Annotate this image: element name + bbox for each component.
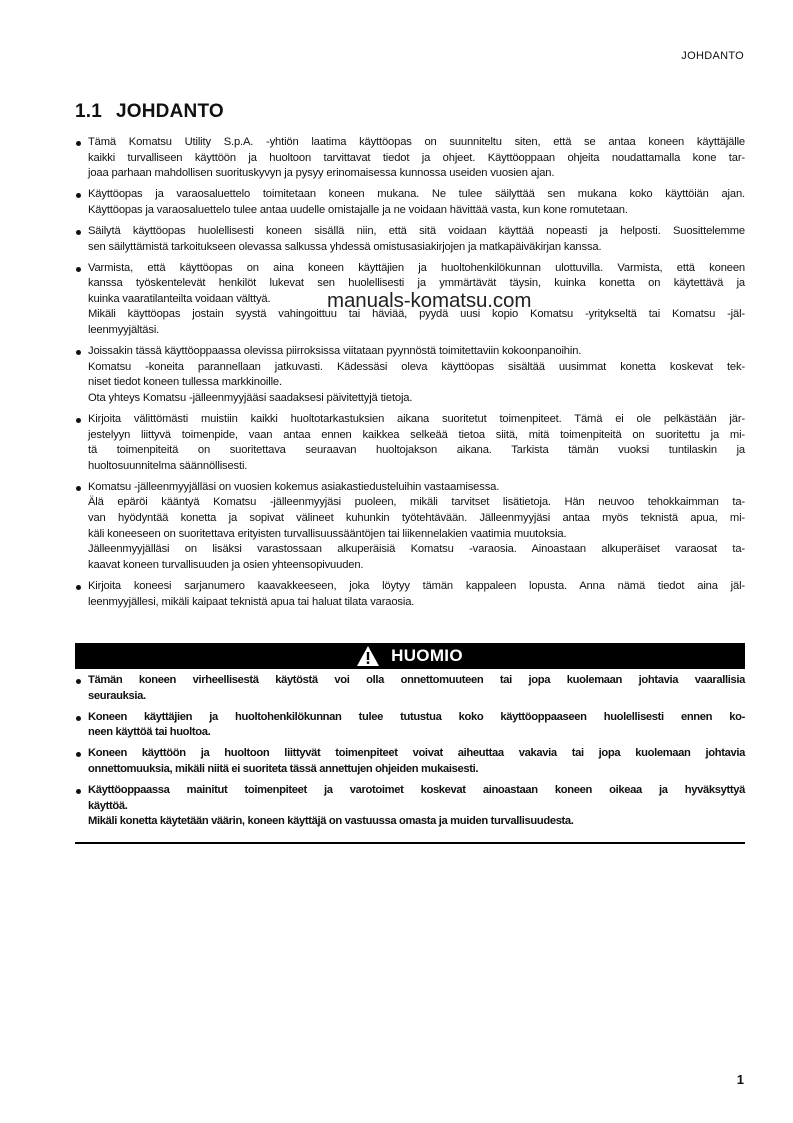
list-item [75, 783, 745, 830]
text-line: Ota yhteys Komatsu -jälleenmyyjääsi saadaksesi päivitettyjä tietoja. [88, 391, 413, 404]
intro-bullet-list [75, 135, 745, 616]
bullet-icon [76, 716, 81, 721]
text-line: Varmista, että käyttöopas on aina koneen käyttäjien ja huoltohenkilökunnan ulottuvilla. Varmista, että koneen [88, 261, 745, 274]
running-header: JOHDANTO [681, 50, 744, 62]
text-line: leenmyyjällesi, mikäli kaipaat teknistä apua tai haluat tilata varaosia. [88, 595, 415, 608]
section-title-text: JOHDANTO [116, 101, 224, 122]
bullet-icon [76, 267, 81, 272]
text-line: Käyttöoppaassa mainitut toimenpiteet ja varotoimet koskevat ainoastaan koneen oikeaa ja hyväksyttyä [88, 784, 745, 797]
text-line: jestelyyn liittyvä toimenpide, vaan antaa ennen kaikkea selkeää tietoa siitä, mitä toimenpiteitä on suoritettu ja mi- [88, 428, 745, 441]
bullet-icon [76, 486, 81, 491]
text-line: Mikäli konetta käytetään väärin, koneen käyttäjä on vastuussa omasta ja muiden turvallisuudesta. [88, 815, 574, 828]
section-number: 1.1 [75, 101, 103, 122]
text-line: Koneen käyttäjien ja huoltohenkilökunnan tulee tutustua koko käyttöoppaaseen huolellisesti ennen ko- [88, 710, 745, 723]
warning-triangle-icon [357, 646, 379, 666]
bullet-icon [76, 193, 81, 198]
text-line: kaavat koneen turvallisuuden ja osien yhteensopivuuden. [88, 558, 364, 571]
warning-bottom-rule [75, 842, 745, 844]
text-line: käyttöä. [88, 799, 128, 812]
text-line: Tämän koneen virheellisestä käytöstä voi olla onnettomuuteen tai jopa kuolemaan johtavia vaarallisia [88, 674, 745, 686]
text-line: Kirjoita koneesi sarjanumero kaavakkeeseen, joka löytyy tämän kappaleen lopusta. Anna nämä tiedot aina jäl- [88, 579, 745, 592]
bullet-icon [76, 789, 81, 794]
text-line: neen käyttöä tai huoltoa. [88, 726, 211, 739]
list-item [75, 412, 745, 474]
text-line: kuinka vaaratilanteilta voidaan välttyä. [88, 292, 271, 305]
list-item [75, 187, 745, 218]
list-item [75, 224, 745, 255]
text-line: huoltosuunnitelma säännöllisesti. [88, 459, 248, 472]
text-line: Komatsu -jälleenmyyjälläsi on vuosien kokemus asiakastiedusteluihin vastaamisessa. [88, 480, 500, 493]
text-line: Mikäli käyttöopas jostain syystä vahingoittuu tai häviää, pyydä uusi kopio Komatsu -yritykseltä tai Komatsu -jäl- [88, 308, 745, 321]
text-line: seurauksia. [88, 689, 146, 702]
text-line: niset tiedot koneen tullessa markkinoille. [88, 376, 282, 389]
text-line: Komatsu -koneita parannellaan jatkuvasti. Kädessäsi oleva käyttöopas sisältää uusimmat konetta koskevat tek- [88, 360, 745, 373]
text-line: kanssa työskentelevät henkilöt lukevat sen huolellisesti ja ymmärtävät täysin, kuinka konetta on käytettävä ja [88, 277, 745, 290]
bullet-icon [76, 679, 81, 684]
list-item [75, 135, 745, 182]
bullet-icon [76, 752, 81, 757]
text-line: Koneen käyttöön ja huoltoon liittyvät toimenpiteet voivat aiheuttaa vakavia tai jopa kuolemaan johtavia [88, 747, 745, 760]
bullet-icon [76, 350, 81, 355]
text-line: sen säilyttämistä tarkoitukseen olevassa salkussa yhdessä omistusasiakirjojen ja matkapäiväkirjan kanssa. [88, 240, 602, 253]
list-item [75, 344, 745, 406]
text-line: kaikki turvalliseen käyttöön ja huoltoon tarvittavat tiedot ja ohjeet. Käyttöoppaan ohjeita noudattamalla kone tar- [88, 151, 745, 164]
text-line: van hyödyntää konetta ja sopivat välineet kuhunkin työtehtävään. Jälleenmyyjäsi antaa myös teknistä apua, mi- [88, 512, 745, 525]
text-line: joaa parhaan mahdollisen suorituskyvyn ja pysyy erinomaisessa kunnossa useiden vuosien ajan. [88, 167, 555, 180]
page-number: 1 [736, 1072, 744, 1087]
bullet-icon [76, 585, 81, 590]
list-item [75, 579, 745, 610]
text-line: Jälleenmyyjälläsi on lisäksi varastossaan alkuperäisiä Komatsu -varaosia. Ainoastaan alkuperäiset varaosat ta- [88, 543, 745, 556]
text-line: käli koneeseen on suoritettava erityisten turvallisuussääntöjen tai liikennelakien vaatimia muutoksia. [88, 527, 567, 540]
text-line: leenmyyjältäsi. [88, 324, 160, 337]
watermark: manuals-komatsu.com [327, 289, 532, 312]
list-item [75, 673, 745, 704]
text-line: onnettomuuksia, mikäli niitä ei suoriteta tässä annettujen ohjeiden mukaisesti. [88, 762, 479, 775]
warning-banner [75, 643, 745, 669]
section-title [75, 101, 224, 123]
list-item [75, 746, 745, 777]
text-line: Säilytä käyttöopas huolellisesti koneen sisällä niin, että sitä voidaan käyttää nopeasti ja helposti. Suosittelemme [88, 224, 745, 237]
text-line: Älä epäröi kääntyä Komatsu -jälleenmyyjäsi puoleen, mikäli tarvitset lisätietoja. Hän neuvoo tehokkaimman ta- [88, 496, 745, 509]
text-line: tä toimenpiteitä on suoritettava seuraavan huoltojakson aikana. Tarkista tämän vuoksi tuntilaskin ja [88, 444, 745, 457]
text-line: Joissakin tässä käyttöoppaassa olevissa piirroksissa viitataan pyynnöstä toimitettaviin kokoonpanoihin. [88, 345, 582, 358]
text-line: Käyttöopas ja varaosaluettelo toimitetaan koneen mukana. Ne tulee säilyttää sen mukana koko käyttöiän ajan. [88, 188, 745, 201]
warning-bullet-list [75, 673, 745, 835]
text-line: Käyttöopas ja varaosaluettelo tulee antaa uudelle omistajalle ja ne voidaan hävittää vasta, kun kone romutetaan. [88, 203, 628, 216]
bullet-icon [76, 141, 81, 146]
warning-label: HUOMIO [391, 646, 463, 665]
list-item [75, 480, 745, 574]
bullet-icon [76, 230, 81, 235]
list-item [75, 710, 745, 741]
bullet-icon [76, 418, 81, 423]
text-line: Tämä Komatsu Utility S.p.A. -yhtiön laatima käyttöopas on suunniteltu siten, että se antaa koneen käyttäjälle [88, 136, 745, 148]
text-line: Kirjoita välittömästi muistiin kaikki huoltotarkastuksien aikana suoritetut toimenpiteet. Tämä ei ole pelkästään jär- [88, 413, 745, 425]
